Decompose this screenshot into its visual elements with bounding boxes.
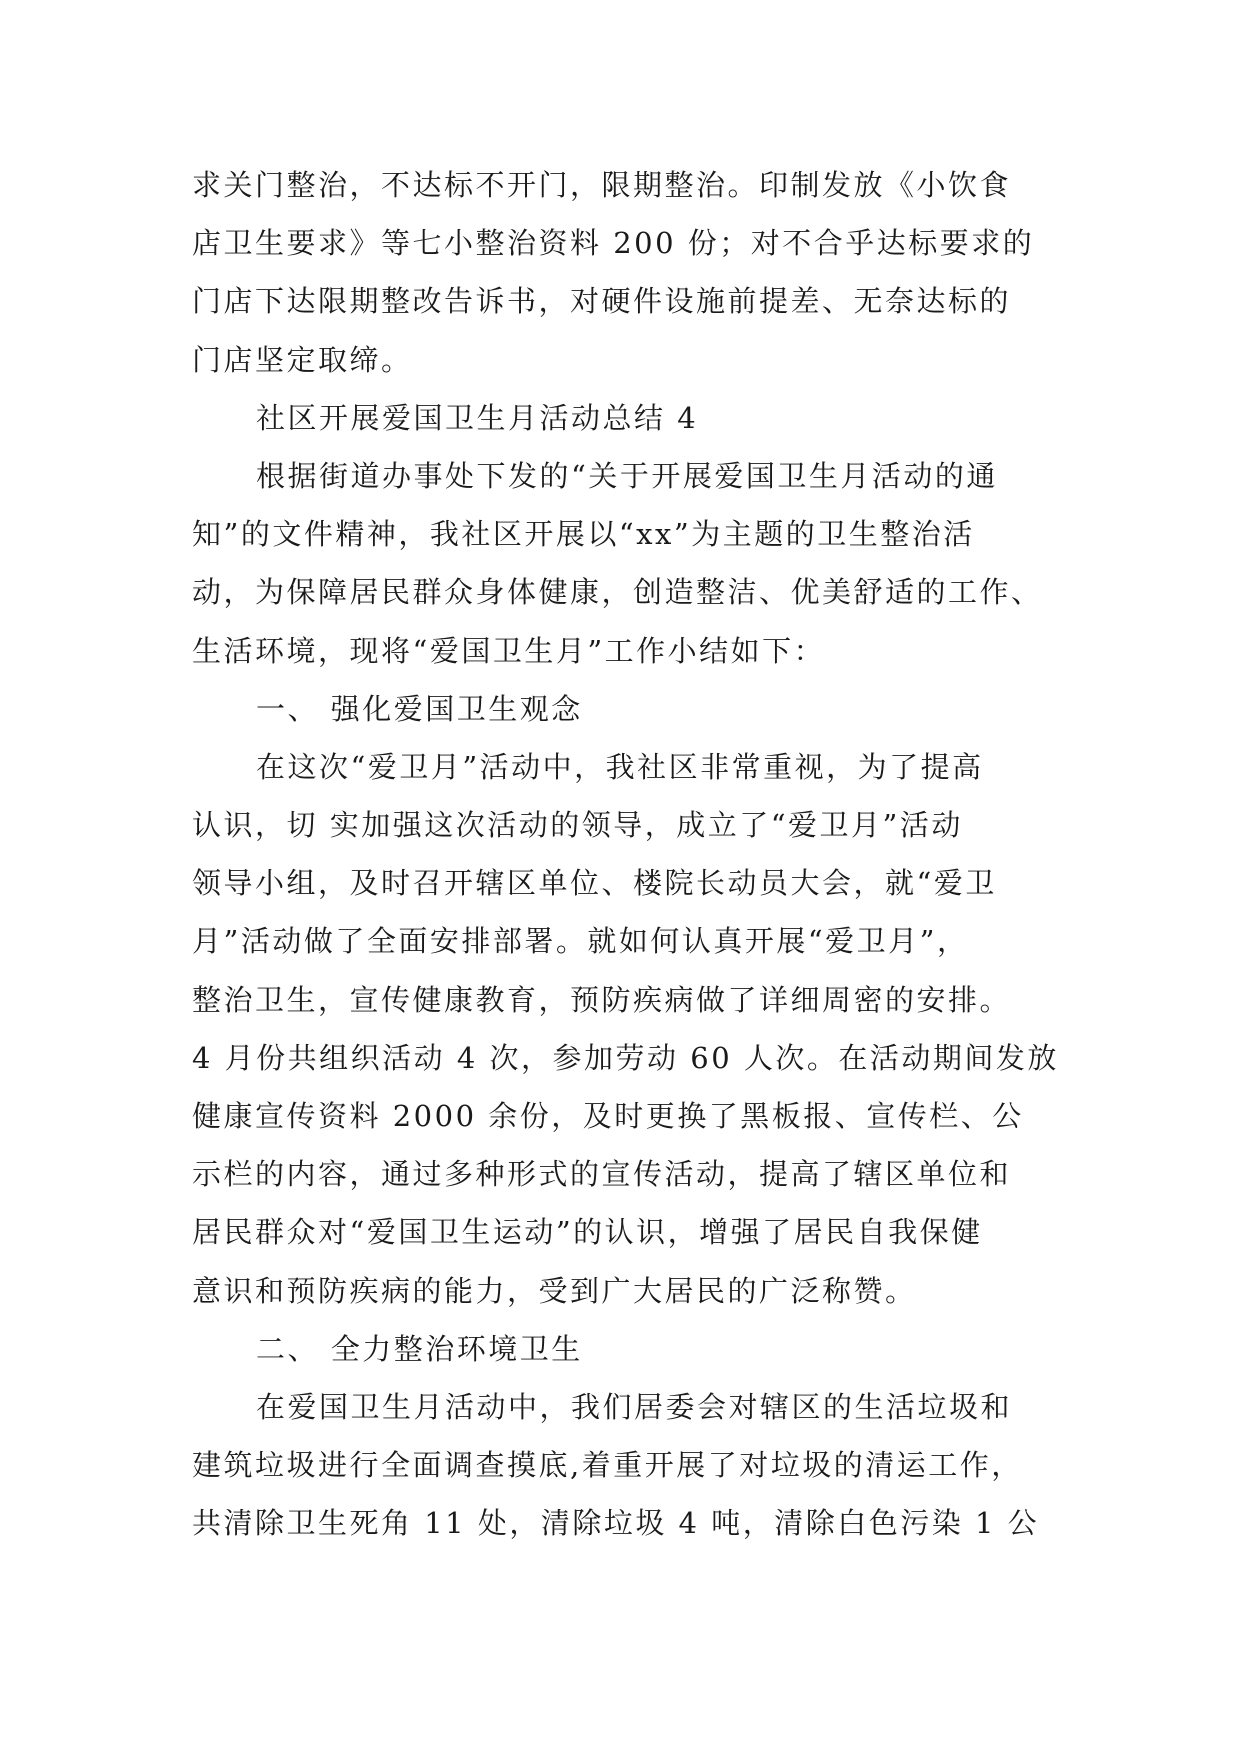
text-line: 门店下达限期整改告诉书，对硬件设施前提差、无奈达标的 [192, 284, 1012, 319]
text-line: 共清除卫生死角 11 处，清除垃圾 4 吨，清除白色污染 1 公 [192, 1506, 1040, 1541]
text-line: 4 月份共组织活动 4 次，参加劳动 60 人次。在活动期间发放 [192, 1040, 1059, 1075]
text-line: 健康宣传资料 2000 余份，及时更换了黑板报、宣传栏、公 [192, 1099, 1024, 1133]
paragraph-start-line: 在这次“爱卫月”活动中，我社区非常重视，为了提高 [256, 749, 984, 784]
text-line: 求关门整治，不达标不开门，限期整治。印制发放《小饮食 [192, 168, 1012, 202]
text-line: 建筑垃圾进行全面调查摸底,着重开展了对垃圾的清运工作， [192, 1448, 1023, 1483]
text-line: 示栏的内容，通过多种形式的宣传活动，提高了辖区单位和 [192, 1157, 1012, 1192]
text-line: 认识，切 实加强这次活动的领导，成立了“爱卫月”活动 [192, 808, 963, 843]
text-line: 整治卫生，宣传健康教育，预防疾病做了详细周密的安排。 [192, 982, 1012, 1017]
paragraph-start-line: 一、 强化爱国卫生观念 [256, 691, 583, 726]
text-line: 居民群众对“爱国卫生运动”的认识，增强了居民自我保健 [192, 1215, 983, 1250]
paragraph-start-line: 在爱国卫生月活动中，我们居委会对辖区的生活垃圾和 [256, 1389, 1013, 1424]
paragraph-start-line: 社区开展爱国卫生月活动总结 4 [256, 400, 699, 435]
document-body [192, 156, 1062, 1553]
text-line: 门店坚定取缔。 [192, 342, 413, 377]
paragraph-start-line: 根据街道办事处下发的“关于开展爱国卫生月活动的通 [256, 458, 998, 493]
text-line: 领导小组，及时召开辖区单位、楼院长动员大会，就“爱卫 [192, 866, 997, 901]
text-line: 动，为保障居民群众身体健康，创造整洁、优美舒适的工作、 [192, 575, 1043, 610]
text-line: 生活环境，现将“爱国卫生月”工作小结如下： [192, 633, 826, 668]
text-line: 店卫生要求》等七小整治资料 200 份；对不合乎达标要求的 [192, 226, 1035, 261]
text-line: 月”活动做了全面安排部署。就如何认真开展“爱卫月”， [192, 924, 969, 959]
text-line: 知”的文件精神，我社区开展以“xx”为主题的卫生整治活 [192, 517, 975, 552]
paragraph-start-line: 二、 全力整治环境卫生 [256, 1331, 583, 1366]
text-line: 意识和预防疾病的能力，受到广大居民的广泛称赞。 [192, 1273, 917, 1308]
